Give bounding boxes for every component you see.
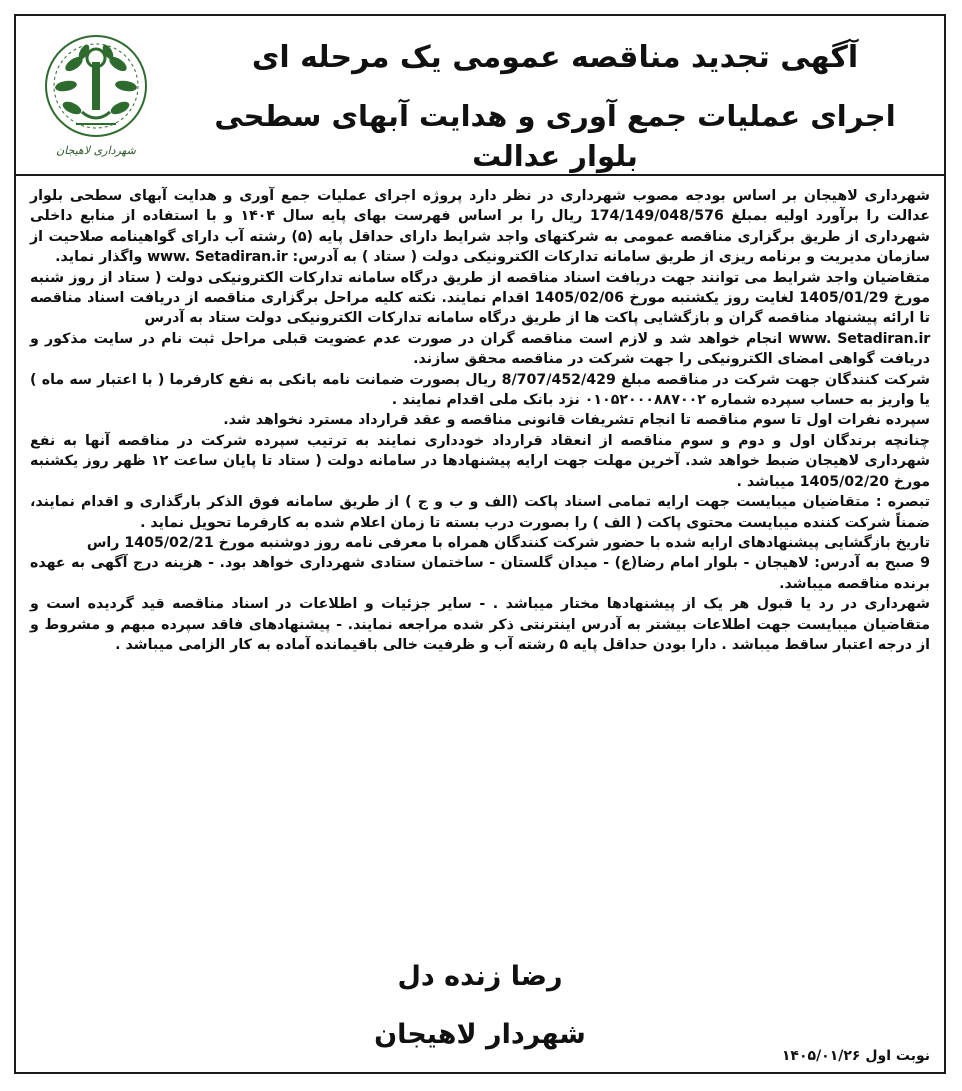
notice-subtitle: اجرای عملیات جمع آوری و هدایت آبهای سطحی بلوار عدالت <box>214 99 896 173</box>
paragraph-note: تبصره : متقاضیان میبایست جهت ارایه تمامی اسناد پاکت (الف و ب و ج ) از طریق سامانه فوق الذکر بارگذاری و اقدام نمایند، ضمناً شرکت کننده میبایست محتوی پاکت ( الف ) را بصورت درب بسته تا زمان اعلام شده به کارفرما تحویل نماید . <box>30 494 930 531</box>
paragraph-deposit-return: سپرده نفرات اول تا سوم مناقصه تا انجام تشریفات قانونی مناقصه و عقد قرارداد مسترد نخواهد شد. <box>223 412 930 429</box>
signature-block <box>16 958 944 1054</box>
publication-date: نوبت اول ۱۴۰۵/۰۱/۲۶ <box>781 1048 930 1064</box>
paragraph-opening-date: تاریخ بازگشایی پیشنهادهای ارایه شده با حضور شرکت کنندگان همراه با معرفی نامه روز دوشنبه مورخ 1405/02/21 راس <box>86 534 930 551</box>
logo-caption: شهرداری لاهیجان <box>56 144 136 157</box>
paragraph-intro: شهرداری لاهیجان بر اساس بودجه مصوب شهرداری در نظر دارد پروژه اجرای عملیات جمع آوری و هدایت آبهای سطحی بلوار عدالت را برآورد اولیه بمبلغ 174/149/048/576 ریال را بر اساس فهرست بهای پایه سال ۱۴۰۴ و با استفاده از منابع داخلی شهرداری از طریق برگزاری مناقصه عمومی به شرکتهای واجد شرایط دارای حداقل پایه (۵) رشته آب دارای گواهینامه صلاحیت از سازمان مدیریت و برنامه ریزی از طریق سامانه تدارکات الکترونیکی دولت ( ستاد ) به آدرس: www. Setadiran.ir واگذار نماید. <box>30 188 930 266</box>
paragraph-conditions: شهرداری در رد یا قبول هر یک از پیشنهادها مختار میباشد . - سایر جزئیات و اطلاعات در اسناد مناقصه قید گردیده است و متقاضیان میبایست جهت اطلاعات بیشتر به آدرس اینترنتی ذکر شده مراجعه نمایند. - پیشنهادهای فاقد سپرده مبهم و مشروط و از درجه اعتبار ساقط میباشد . دارا بودن حداقل پایه ۵ رشته آب و ظرفیت خالی باقیمانده آماده به کار الزامی میباشد . <box>30 596 930 653</box>
notice-title: آگهی تجدید مناقصه عمومی یک مرحله ای <box>251 40 859 75</box>
notice-frame <box>14 14 946 1074</box>
notice-header <box>16 16 944 176</box>
signatory-title: شهردار لاهیجان <box>374 1019 586 1050</box>
paragraph-guarantee: شرکت کنندگان جهت شرکت در مناقصه مبلغ 8/707/452/429 ریال بصورت ضمانت نامه بانکی به نفع کارفرما ( با اعتبار سه ماه ) یا واریز به حساب سپرده شماره ۰۱۰۵۲۰۰۰۸۸۷۰۰۲ نزد بانک ملی اقدام نمایند . <box>30 371 930 409</box>
notice-body <box>30 186 930 655</box>
paragraph-registration: www. Setadiran.ir انجام خواهد شد و لازم است مناقصه گران در صورت عدم عضویت قبلی مراحل ثبت نام در سایت مذکور و دریافت گواهی امضای الکترونیکی را جهت شرکت در مناقصه محقق سازند. <box>30 330 930 368</box>
paragraph-deadline: چنانچه برندگان اول و دوم و سوم مناقصه از انعقاد قرارداد خودداری نمایند به ترتیب سپرده شرکت در مناقصه آنها به نفع شهرداری لاهیجان ضبط خواهد شد. آخرین مهلت جهت ارایه پیشنهادها در سامانه دولت ( ستاد تا پایان ساعت ۱۲ ظهر روز یکشنبه مورخ 1405/02/20 میباشد . <box>30 432 931 490</box>
notice-titles <box>176 38 934 176</box>
municipality-emblem-icon <box>26 24 166 164</box>
paragraph-address: 9 صبح به آدرس: لاهیجان - بلوار امام رضا(ع) - میدان گلستان - ساختمان ستادی شهرداری خواهد بود. - هزینه درج آگهی به عهده برنده مناقصه میباشد. <box>30 555 930 592</box>
paragraph-documents: متقاضیان واجد شرایط می توانند جهت دریافت اسناد مناقصه از طریق درگاه سامانه تدارکات الکترونیکی دولت ( ستاد از روز شنبه مورخ 1405/01/29 لغایت روز یکشنبه مورخ 1405/02/06 اقدام نمایند. نکته کلیه مراحل برگزاری مناقصه از دریافت اسناد مناقصه تا ارائه پیشنهاد مناقصه گران و بازگشایی پاکت ها از طریق درگاه سامانه تدارکات الکترونیکی دولت ستاد به آدرس <box>30 269 930 327</box>
signatory-name: رضا زنده دل <box>397 961 563 992</box>
